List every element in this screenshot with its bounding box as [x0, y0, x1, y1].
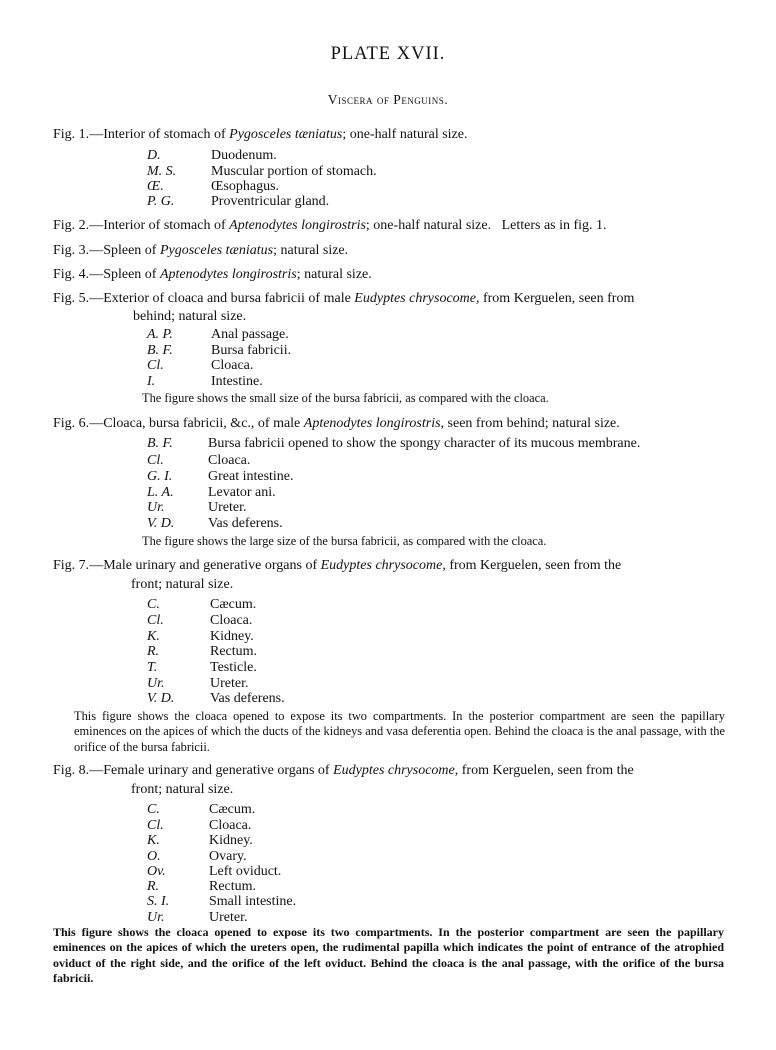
- figure-note: This figure shows the cloaca opened to expose its two compartments. In the posterior compartment are seen the papillary eminences on the apices of which the ureters open, the rudimental papilla which indicates the point of entrance of the atrophied oviduct of the right side, and the orifice of the left oviduct. Behind the cloaca is the anal passage, with the orifice of the bursa fabricii.: [53, 925, 724, 985]
- figure-label: Fig. 1.: [53, 127, 90, 142]
- figure-note: The figure shows the small size of the bursa fabricii, as compared with the cloaca.: [142, 391, 549, 405]
- plate-subtitle: Viscera of Penguins.: [327, 92, 449, 107]
- figure-label: Fig. 6.: [53, 416, 90, 431]
- figure-label: Fig. 2.: [53, 218, 90, 233]
- figure-caption-2: Fig. 2.—Interior of stomach of Aptenodytes longirostris; one-half natural size. Letters as in fig. 1.: [53, 218, 607, 233]
- figure-caption-7: Fig. 7.—Male urinary and generative organs of Eudyptes chrysocome, from Kerguelen, seen from the: [53, 558, 622, 573]
- species-name: Aptenodytes longirostris: [159, 267, 297, 282]
- species-name: Pygosceles tæniatus: [159, 243, 274, 258]
- figure-label: Fig. 4.: [53, 267, 90, 282]
- species-name: Pygosceles tæniatus: [229, 127, 343, 142]
- figure-label: Fig. 8.: [53, 763, 90, 778]
- figure-caption-6: Fig. 6.—Cloaca, bursa fabricii, &c., of male Aptenodytes longirostris, seen from behind; natural size.: [53, 416, 620, 431]
- figure-caption-5: Fig. 5.—Exterior of cloaca and bursa fabricii of male Eudyptes chrysocome, from Kerguelen, seen from: [53, 291, 635, 306]
- figure-caption-continuation: behind; natural size.: [133, 309, 247, 324]
- species-name: Eudyptes chrysocome: [320, 558, 443, 573]
- figure-note: The figure shows the large size of the bursa fabricii, as compared with the cloaca.: [142, 534, 547, 548]
- plate-title: PLATE XVII.: [330, 44, 446, 64]
- figure-note: This figure shows the cloaca opened to expose its two compartments. In the posterior compartment are seen the papillary eminences on the apices of which the ducts of the kidneys and vasa deferentia open. Behind the cloaca is the anal passage, with the orifice of the bursa fabricii.: [74, 709, 725, 754]
- figure-caption-continuation: front; natural size.: [131, 577, 234, 592]
- figure-caption-continuation: front; natural size.: [131, 782, 234, 797]
- figure-caption-4: Fig. 4.—Spleen of Aptenodytes longirostris; natural size.: [53, 267, 372, 282]
- species-name: Aptenodytes longirostris: [229, 218, 366, 233]
- figure-caption-8: Fig. 8.—Female urinary and generative organs of Eudyptes chrysocome, from Kerguelen, seen from the: [53, 763, 634, 778]
- species-name: Eudyptes chrysocome: [354, 291, 476, 306]
- figure-label: Fig. 5.: [53, 291, 90, 306]
- figure-label: Fig. 3.: [53, 243, 90, 258]
- figure-label: Fig. 7.: [53, 558, 90, 573]
- species-name: Aptenodytes longirostris: [303, 416, 441, 431]
- figure-caption-3: Fig. 3.—Spleen of Pygosceles tæniatus; natural size.: [53, 243, 349, 258]
- figure-caption-1: Fig. 1.—Interior of stomach of Pygosceles tæniatus; one-half natural size.: [53, 127, 468, 142]
- plate-page: PLATE XVII. Viscera of Penguins. Fig. 1.—Interior of stomach of Pygosceles tæniatus; one-half natural size. D. Duodenum. M. S. Muscular portion of stomach. Œ. Œsophagus. P. G. Proventricular gland. Fig. 2.—Interior of stomach of Aptenodytes longirostris; one-half natural size. Letters as in fig. 1. Fig. 3.—Spleen of Pygosceles tæniatus; natural size. Fig. 4.—Spleen of Aptenodytes longirostris; natural size. Fig. 5.—Exterior of cloaca and bursa fabricii of male Eudyptes chrysocome, from Kerguelen, seen from behind; natural size. A. P. Anal passage. B. F. Bursa fabricii. Cl. Cloaca. I. Intestine. The figure shows the small size of the bursa fabricii, as compared with the cloaca. Fig. 6.—Cloaca, bursa fabricii, &c., of male Aptenodytes longirostris, seen from behind; natural size. B. F. Bursa fabricii opened to show the spongy character of its mucous membrane. Cl. Cloaca. G. I. Great intestine. L. A. Levator ani. Ur. Ureter. V. D. Vas deferens. The figure shows the large size of the bursa fabricii, as compared with the cloaca. Fig. 7.—Male urinary and generative organs of Eudyptes chrysocome, from Kerguelen, seen from the front; natural size. C. Cæcum. Cl. Cloaca. K. Kidney. R. Rectum. T. Testicle. Ur. Ureter. V. D. Vas deferens. This figure shows the cloaca opened to expose its two compartments. In the posterior compartment are seen the papillary eminences on the apices of which the ducts of the kidneys and vasa deferentia open. Behind the cloaca is the anal passage, with the orifice of the bursa fabricii. Fig. 8.—Female urinary and generative organs of Eudyptes chrysocome, from Kerguelen, seen from the front; natural size. C. Cæcum. Cl. Cloaca. K. Kidney. O. Ovary. Ov. Left oviduct. R. Rectum. S. I. Small intestine. Ur. Ureter. This figure shows the cloaca opened to expose its two compartments. In the posterior compartment are seen the papillary eminences on the apices of which the ureters open, the rudimental papilla which indicates the point of entrance of the atrophied oviduct of the right side, and the orifice of the left oviduct. Behind the cloaca is the anal passage, with the orifice of the bursa fabricii.: [0, 0, 776, 1050]
- species-name: Eudyptes chrysocome: [333, 763, 455, 778]
